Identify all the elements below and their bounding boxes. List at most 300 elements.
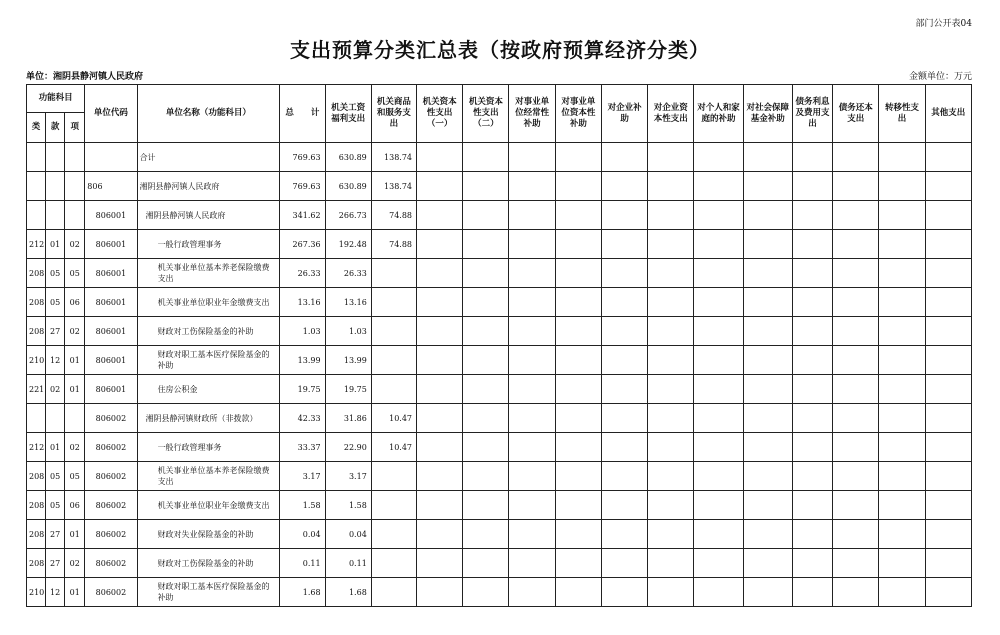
- col-header: 转移性支出: [879, 85, 925, 143]
- empty-cell: [743, 201, 792, 230]
- empty-cell: [648, 549, 694, 578]
- empty-cell: [509, 288, 555, 317]
- table-row: [27, 578, 972, 607]
- empty-cell: [463, 259, 509, 288]
- empty-cell: [417, 578, 463, 607]
- empty-cell: [879, 346, 925, 375]
- empty-cell: [463, 230, 509, 259]
- empty-cell: [743, 520, 792, 549]
- wage-cell: 31.86: [325, 404, 371, 433]
- xiang-cell: 01: [65, 578, 85, 607]
- empty-cell: [925, 230, 971, 259]
- lei-cell: 208: [27, 317, 46, 346]
- empty-cell: [925, 549, 971, 578]
- empty-cell: [555, 433, 601, 462]
- empty-cell: [509, 230, 555, 259]
- unit-code-cell: 806001: [85, 201, 137, 230]
- empty-cell: [648, 520, 694, 549]
- empty-cell: [833, 230, 879, 259]
- kuan-header: 款: [46, 113, 65, 143]
- wage-cell: 13.99: [325, 346, 371, 375]
- kuan-cell: [46, 143, 65, 172]
- empty-cell: [833, 462, 879, 491]
- lei-header: 类: [27, 113, 46, 143]
- empty-cell: [743, 549, 792, 578]
- kuan-cell: 01: [46, 230, 65, 259]
- empty-cell: [601, 578, 647, 607]
- empty-cell: [509, 317, 555, 346]
- empty-cell: [792, 230, 832, 259]
- empty-cell: [743, 375, 792, 404]
- empty-cell: [925, 375, 971, 404]
- empty-cell: [555, 172, 601, 201]
- empty-cell: [743, 317, 792, 346]
- wage-cell: 19.75: [325, 375, 371, 404]
- wage-cell: 22.90: [325, 433, 371, 462]
- empty-cell: [417, 433, 463, 462]
- table-row: [27, 230, 972, 259]
- empty-cell: [648, 462, 694, 491]
- total-cell: 267.36: [280, 230, 325, 259]
- unit-code-cell: [85, 143, 137, 172]
- empty-cell: [555, 230, 601, 259]
- empty-cell: [463, 404, 509, 433]
- unit-code-cell: 806002: [85, 578, 137, 607]
- empty-cell: [555, 288, 601, 317]
- xiang-cell: 02: [65, 230, 85, 259]
- empty-cell: [792, 549, 832, 578]
- xiang-cell: 02: [65, 317, 85, 346]
- col-header: 对事业单位经常性补助: [509, 85, 555, 143]
- empty-cell: [648, 317, 694, 346]
- empty-cell: [792, 462, 832, 491]
- xiang-cell: 05: [65, 259, 85, 288]
- lei-cell: 210: [27, 578, 46, 607]
- empty-cell: [601, 375, 647, 404]
- empty-cell: [879, 404, 925, 433]
- lei-cell: 208: [27, 259, 46, 288]
- empty-cell: [925, 172, 971, 201]
- empty-cell: [792, 143, 832, 172]
- empty-cell: [601, 433, 647, 462]
- unit-code-header: 单位代码: [85, 85, 137, 143]
- empty-cell: [648, 578, 694, 607]
- empty-cell: [417, 375, 463, 404]
- empty-cell: [555, 520, 601, 549]
- kuan-cell: 27: [46, 520, 65, 549]
- empty-cell: [417, 520, 463, 549]
- empty-cell: [648, 259, 694, 288]
- empty-cell: [792, 375, 832, 404]
- xiang-cell: [65, 404, 85, 433]
- empty-cell: [509, 143, 555, 172]
- empty-cell: [925, 404, 971, 433]
- unit-code-cell: 806002: [85, 462, 137, 491]
- empty-cell: [833, 143, 879, 172]
- unit-code-cell: 806001: [85, 288, 137, 317]
- col-header: 机关资本性支出（一）: [417, 85, 463, 143]
- goods-cell: [371, 317, 416, 346]
- goods-cell: [371, 491, 416, 520]
- unit-name-cell: 财政对工伤保险基金的补助: [137, 549, 280, 578]
- xiang-cell: [65, 201, 85, 230]
- empty-cell: [417, 230, 463, 259]
- col-header: 对企业补助: [601, 85, 647, 143]
- table-row: [27, 433, 972, 462]
- unit-name-cell: 机关事业单位基本养老保险缴费支出: [137, 259, 280, 288]
- table-row: [27, 404, 972, 433]
- unit-code-cell: 806002: [85, 549, 137, 578]
- empty-cell: [417, 404, 463, 433]
- unit-name-cell: 机关事业单位职业年金缴费支出: [137, 491, 280, 520]
- empty-cell: [879, 578, 925, 607]
- lei-cell: 221: [27, 375, 46, 404]
- kuan-cell: 27: [46, 549, 65, 578]
- budget-table: [26, 84, 972, 607]
- unit-name-cell: 财政对职工基本医疗保险基金的补助: [137, 578, 280, 607]
- empty-cell: [648, 433, 694, 462]
- wage-cell: 0.11: [325, 549, 371, 578]
- empty-cell: [417, 143, 463, 172]
- empty-cell: [743, 143, 792, 172]
- unit-name-cell: 一般行政管理事务: [137, 230, 280, 259]
- unit-code-cell: 806002: [85, 404, 137, 433]
- lei-cell: 208: [27, 462, 46, 491]
- col-header: 债务还本支出: [833, 85, 879, 143]
- wage-cell: 266.73: [325, 201, 371, 230]
- kuan-cell: [46, 172, 65, 201]
- empty-cell: [792, 346, 832, 375]
- xiang-cell: 06: [65, 491, 85, 520]
- empty-cell: [833, 491, 879, 520]
- empty-cell: [555, 578, 601, 607]
- empty-cell: [925, 433, 971, 462]
- empty-cell: [509, 201, 555, 230]
- goods-cell: 10.47: [371, 404, 416, 433]
- kuan-cell: 05: [46, 288, 65, 317]
- empty-cell: [743, 230, 792, 259]
- kuan-cell: 05: [46, 462, 65, 491]
- empty-cell: [743, 578, 792, 607]
- empty-cell: [694, 230, 743, 259]
- total-cell: 42.33: [280, 404, 325, 433]
- empty-cell: [833, 578, 879, 607]
- empty-cell: [463, 520, 509, 549]
- unit-code-cell: 806002: [85, 520, 137, 549]
- col-header: 对社会保障基金补助: [743, 85, 792, 143]
- xiang-cell: 01: [65, 375, 85, 404]
- empty-cell: [417, 346, 463, 375]
- total-cell: 0.11: [280, 549, 325, 578]
- empty-cell: [925, 288, 971, 317]
- empty-cell: [648, 491, 694, 520]
- empty-cell: [833, 404, 879, 433]
- unit-code-cell: 806002: [85, 433, 137, 462]
- empty-cell: [648, 404, 694, 433]
- goods-cell: 138.74: [371, 143, 416, 172]
- total-cell: 769.63: [280, 143, 325, 172]
- empty-cell: [694, 520, 743, 549]
- wage-cell: 1.03: [325, 317, 371, 346]
- empty-cell: [743, 346, 792, 375]
- empty-cell: [879, 433, 925, 462]
- empty-cell: [555, 491, 601, 520]
- empty-cell: [694, 346, 743, 375]
- total-cell: 13.99: [280, 346, 325, 375]
- empty-cell: [833, 375, 879, 404]
- unit-name-cell: 财政对职工基本医疗保险基金的补助: [137, 346, 280, 375]
- empty-cell: [792, 317, 832, 346]
- unit-code-cell: 806: [85, 172, 137, 201]
- func-subject-header: 功能科目: [27, 85, 85, 113]
- unit-label: 单位：湘阴县静河镇人民政府: [26, 72, 144, 82]
- goods-cell: [371, 462, 416, 491]
- empty-cell: [694, 375, 743, 404]
- empty-cell: [463, 578, 509, 607]
- total-cell: 33.37: [280, 433, 325, 462]
- empty-cell: [743, 404, 792, 433]
- lei-cell: 208: [27, 549, 46, 578]
- wage-cell: 26.33: [325, 259, 371, 288]
- empty-cell: [833, 259, 879, 288]
- lei-cell: [27, 172, 46, 201]
- empty-cell: [601, 143, 647, 172]
- xiang-cell: 01: [65, 346, 85, 375]
- unit-code-cell: 806002: [85, 491, 137, 520]
- goods-cell: [371, 375, 416, 404]
- table-row: [27, 346, 972, 375]
- table-row: [27, 288, 972, 317]
- col-header: 机关商品和服务支出: [371, 85, 416, 143]
- unit-name-cell: 湘阴县静河镇人民政府: [137, 201, 280, 230]
- table-row: [27, 172, 972, 201]
- empty-cell: [463, 491, 509, 520]
- goods-cell: [371, 578, 416, 607]
- empty-cell: [648, 172, 694, 201]
- empty-cell: [879, 143, 925, 172]
- empty-cell: [463, 346, 509, 375]
- empty-cell: [555, 404, 601, 433]
- empty-cell: [601, 520, 647, 549]
- total-cell: 0.04: [280, 520, 325, 549]
- empty-cell: [743, 491, 792, 520]
- xiang-cell: [65, 172, 85, 201]
- lei-cell: 210: [27, 346, 46, 375]
- lei-cell: 208: [27, 520, 46, 549]
- goods-cell: [371, 288, 416, 317]
- goods-cell: [371, 346, 416, 375]
- empty-cell: [648, 375, 694, 404]
- empty-cell: [601, 288, 647, 317]
- unit-code-cell: 806001: [85, 259, 137, 288]
- lei-cell: 212: [27, 433, 46, 462]
- empty-cell: [555, 462, 601, 491]
- col-header: 机关资本性支出（二）: [463, 85, 509, 143]
- empty-cell: [509, 462, 555, 491]
- empty-cell: [417, 288, 463, 317]
- empty-cell: [879, 288, 925, 317]
- total-cell: 769.63: [280, 172, 325, 201]
- goods-cell: 74.88: [371, 230, 416, 259]
- empty-cell: [601, 491, 647, 520]
- empty-cell: [509, 433, 555, 462]
- total-cell: 26.33: [280, 259, 325, 288]
- empty-cell: [417, 201, 463, 230]
- unit-code-cell: 806001: [85, 346, 137, 375]
- kuan-cell: 27: [46, 317, 65, 346]
- wage-cell: 1.58: [325, 491, 371, 520]
- col-header: 对事业单位资本性补助: [555, 85, 601, 143]
- empty-cell: [509, 491, 555, 520]
- empty-cell: [555, 549, 601, 578]
- unit-name-cell: 机关事业单位职业年金缴费支出: [137, 288, 280, 317]
- empty-cell: [833, 346, 879, 375]
- kuan-cell: 05: [46, 491, 65, 520]
- unit-name-cell: 财政对失业保险基金的补助: [137, 520, 280, 549]
- page-title: 支出预算分类汇总表（按政府预算经济分类）: [290, 38, 710, 62]
- empty-cell: [463, 549, 509, 578]
- wage-cell: 0.04: [325, 520, 371, 549]
- empty-cell: [694, 549, 743, 578]
- empty-cell: [879, 462, 925, 491]
- xiang-cell: 02: [65, 549, 85, 578]
- unit-name-cell: 湘阴县静河镇财政所（非拨款）: [137, 404, 280, 433]
- empty-cell: [601, 317, 647, 346]
- empty-cell: [743, 462, 792, 491]
- empty-cell: [925, 520, 971, 549]
- empty-cell: [694, 143, 743, 172]
- table-row: [27, 143, 972, 172]
- lei-cell: 208: [27, 288, 46, 317]
- empty-cell: [555, 317, 601, 346]
- unit-code-cell: 806001: [85, 375, 137, 404]
- unit-name-cell: 湘阴县静河镇人民政府: [137, 172, 280, 201]
- empty-cell: [648, 346, 694, 375]
- empty-cell: [833, 549, 879, 578]
- empty-cell: [694, 172, 743, 201]
- goods-cell: 10.47: [371, 433, 416, 462]
- empty-cell: [833, 433, 879, 462]
- empty-cell: [925, 143, 971, 172]
- empty-cell: [694, 578, 743, 607]
- empty-cell: [601, 404, 647, 433]
- wage-cell: 630.89: [325, 172, 371, 201]
- col-header: 对企业资本性支出: [648, 85, 694, 143]
- col-header: 债务利息及费用支出: [792, 85, 832, 143]
- xiang-cell: 06: [65, 288, 85, 317]
- empty-cell: [417, 549, 463, 578]
- total-cell: 13.16: [280, 288, 325, 317]
- wage-cell: 192.48: [325, 230, 371, 259]
- empty-cell: [879, 520, 925, 549]
- wage-cell: 13.16: [325, 288, 371, 317]
- empty-cell: [879, 172, 925, 201]
- empty-cell: [925, 317, 971, 346]
- empty-cell: [879, 375, 925, 404]
- table-row: [27, 259, 972, 288]
- empty-cell: [792, 491, 832, 520]
- total-cell: 3.17: [280, 462, 325, 491]
- empty-cell: [879, 230, 925, 259]
- empty-cell: [509, 520, 555, 549]
- total-cell: 341.62: [280, 201, 325, 230]
- empty-cell: [601, 259, 647, 288]
- empty-cell: [509, 578, 555, 607]
- unit-code-cell: 806001: [85, 317, 137, 346]
- kuan-cell: 01: [46, 433, 65, 462]
- empty-cell: [879, 317, 925, 346]
- empty-cell: [792, 288, 832, 317]
- empty-cell: [463, 172, 509, 201]
- col-header: 对个人和家庭的补助: [694, 85, 743, 143]
- empty-cell: [833, 520, 879, 549]
- xiang-header: 项: [65, 113, 85, 143]
- wage-cell: 1.68: [325, 578, 371, 607]
- empty-cell: [694, 433, 743, 462]
- empty-cell: [648, 201, 694, 230]
- empty-cell: [694, 491, 743, 520]
- empty-cell: [463, 288, 509, 317]
- empty-cell: [648, 288, 694, 317]
- unit-name-cell: 一般行政管理事务: [137, 433, 280, 462]
- total-cell: 1.03: [280, 317, 325, 346]
- empty-cell: [879, 259, 925, 288]
- empty-cell: [463, 143, 509, 172]
- empty-cell: [833, 201, 879, 230]
- empty-cell: [509, 259, 555, 288]
- empty-cell: [694, 404, 743, 433]
- empty-cell: [792, 520, 832, 549]
- empty-cell: [694, 288, 743, 317]
- lei-cell: [27, 143, 46, 172]
- total-cell: 1.68: [280, 578, 325, 607]
- empty-cell: [555, 259, 601, 288]
- xiang-cell: [65, 143, 85, 172]
- empty-cell: [601, 230, 647, 259]
- empty-cell: [743, 172, 792, 201]
- empty-cell: [555, 346, 601, 375]
- unit-name-header: 单位名称（功能科目）: [137, 85, 280, 143]
- empty-cell: [555, 143, 601, 172]
- goods-cell: [371, 549, 416, 578]
- empty-cell: [792, 578, 832, 607]
- table-row: [27, 201, 972, 230]
- goods-cell: 74.88: [371, 201, 416, 230]
- empty-cell: [509, 549, 555, 578]
- total-cell: 1.58: [280, 491, 325, 520]
- empty-cell: [925, 346, 971, 375]
- table-row: [27, 520, 972, 549]
- empty-cell: [601, 462, 647, 491]
- lei-cell: 212: [27, 230, 46, 259]
- kuan-cell: [46, 201, 65, 230]
- wage-cell: 630.89: [325, 143, 371, 172]
- kuan-cell: [46, 404, 65, 433]
- goods-cell: [371, 520, 416, 549]
- empty-cell: [601, 172, 647, 201]
- empty-cell: [463, 462, 509, 491]
- wage-cell: 3.17: [325, 462, 371, 491]
- empty-cell: [925, 462, 971, 491]
- empty-cell: [417, 462, 463, 491]
- empty-cell: [792, 404, 832, 433]
- kuan-cell: 12: [46, 346, 65, 375]
- xiang-cell: 01: [65, 520, 85, 549]
- empty-cell: [509, 375, 555, 404]
- empty-cell: [417, 172, 463, 201]
- empty-cell: [648, 230, 694, 259]
- empty-cell: [463, 375, 509, 404]
